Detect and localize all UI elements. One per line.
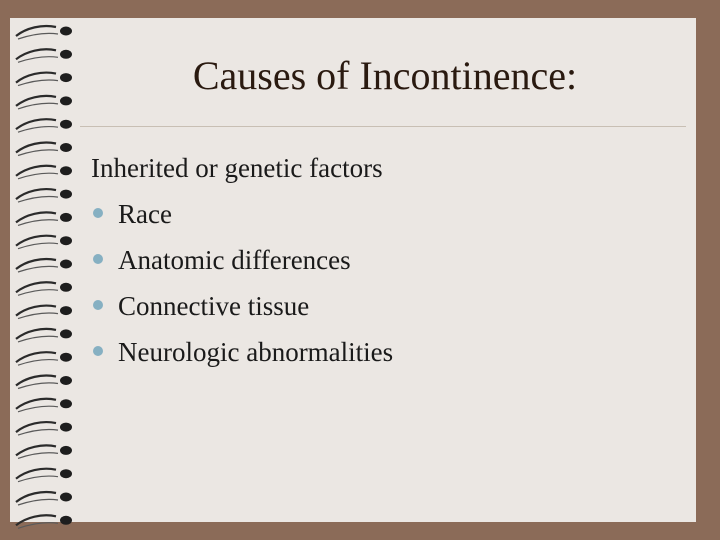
spiral-coil [16,469,72,482]
spiral-coil [16,73,72,86]
spiral-binding-icon [0,0,90,540]
spiral-coil [16,329,72,342]
spiral-coil [16,189,72,202]
spiral-coil [16,399,72,412]
bullet-dot-icon [93,346,103,356]
bullet-item [91,283,681,329]
spiral-coil [16,352,72,365]
bullet-text: Anatomic differences [118,245,351,275]
slide-title: Causes of Incontinence: [192,53,578,98]
spiral-coil [16,26,72,39]
spiral-coil [16,119,72,132]
slide-content [91,145,681,375]
bullet-dot-icon [93,208,103,218]
spiral-coil [16,306,72,319]
spiral-coil [16,259,72,272]
bullet-item [91,329,681,375]
spiral-coil [16,236,72,249]
spiral-coil [16,49,72,62]
spiral-coil [16,422,72,435]
spiral-coil [16,376,72,389]
spiral-coil [16,492,72,505]
title-divider [80,126,686,127]
spiral-coil [16,212,72,225]
spiral-coil [16,143,72,156]
spiral-coil [16,515,72,528]
bullet-dot-icon [93,254,103,264]
spiral-coil [16,282,72,295]
spiral-coil [16,166,72,179]
bullet-dot-icon [93,300,103,310]
bullet-text: Neurologic abnormalities [118,337,394,367]
content-heading: Inherited or genetic factors [91,153,383,183]
spiral-coil [16,96,72,109]
spiral-coil [16,445,72,458]
bullet-item [91,237,681,283]
bullet-item [91,191,681,237]
bullet-text: Connective tissue [118,291,310,321]
bullet-text: Race [118,199,172,229]
